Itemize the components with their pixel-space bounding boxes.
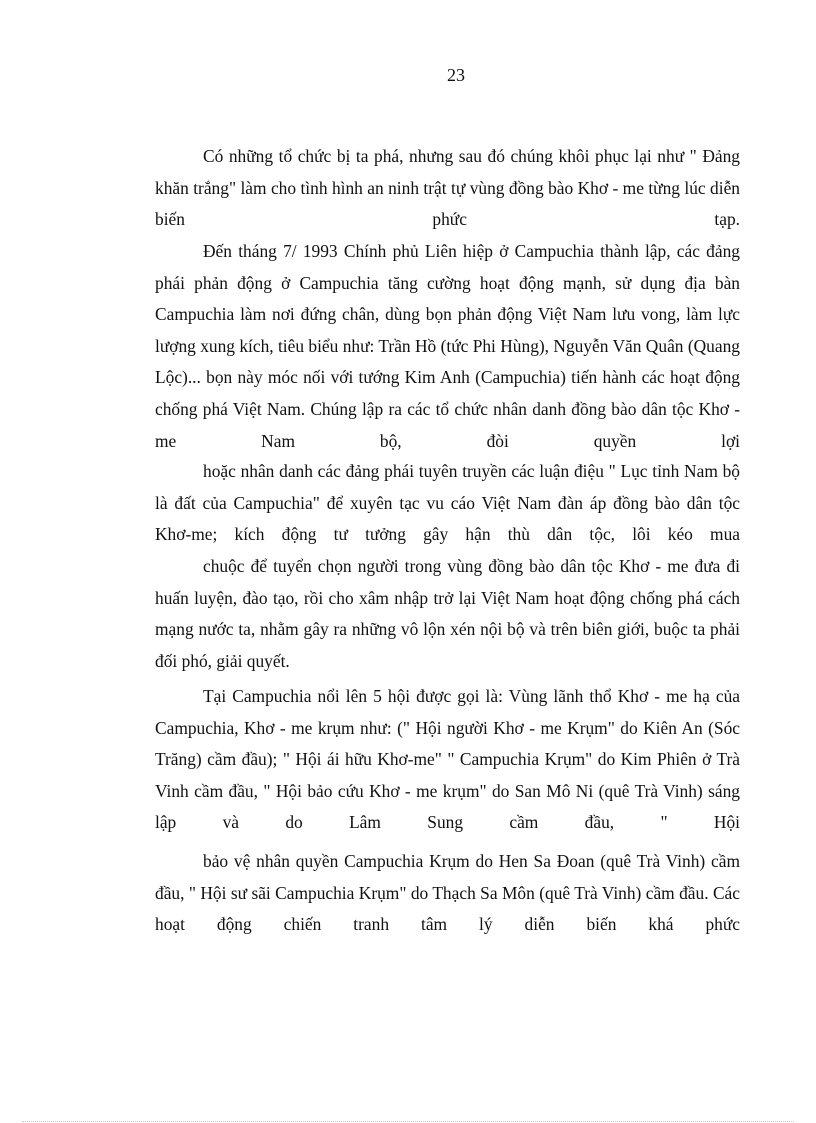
paragraph-4: chuộc để tuyển chọn người trong vùng đồng bào dân tộc Khơ - me đưa đi huấn luyện, đào tạo, rồi cho xâm nhập trở lại Việt Nam hoạt động chống phá cách mạng nước ta, nhằm gây ra những vô lộn xén nội bộ và trên biên giới, buộc ta phải đối phó, giải quyết. xyxy=(155,556,740,671)
paragraph-3: hoặc nhân danh các đảng phái tuyên truyền các luận điệu " Lục tỉnh Nam bộ là đất của Campuchia" để xuyên tạc vu cáo Việt Nam đàn áp đồng bào dân tộc Khơ-me; kích động tư tưởng gây hận thù dân tộc, lôi kéo mua xyxy=(155,461,740,545)
page-number: 23 xyxy=(447,65,465,85)
paragraph-1: Có những tổ chức bị ta phá, nhưng sau đó chúng khôi phục lại như " Đảng khăn trắng" làm cho tình hình an ninh trật tự vùng đồng bào Khơ - me từng lúc diễn biến phức tạp. xyxy=(155,146,740,230)
paragraph-2: Đến tháng 7/ 1993 Chính phủ Liên hiệp ở Campuchia thành lập, các đảng phái phản động ở Campuchia tăng cường hoạt động mạnh, sử dụng địa bàn Campuchia làm nơi đứng chân, dùng bọn phản động Việt Nam lưu vong, làm lực lượng xung kích, tiêu biểu như: Trần Hồ (tức Phi Hùng), Nguyễn Văn Quân (Quang Lộc)... bọn này móc nối với tướng Kim Anh (Campuchia) tiến hành các hoạt động chống phá Việt Nam. Chúng lập ra các tổ chức nhân danh đồng bào dân tộc Khơ - me Nam bộ, đòi quyền lợi xyxy=(155,241,740,451)
paragraph-5: Tại Campuchia nổi lên 5 hội được gọi là: Vùng lãnh thổ Khơ - me hạ của Campuchia, Khơ - me krụm như: (" Hội người Khơ - me Krụm" do Kiên An (Sóc Trăng) cầm đầu); " Hội ái hữu Khơ-me" " Campuchia Krụm" do Kim Phiên ở Trà Vinh cầm đầu, " Hội bảo cứu Khơ - me krụm" do San Mô Ni (quê Trà Vinh) sáng lập và do Lâm Sung cầm đầu, " Hội xyxy=(155,686,740,833)
paragraph-6: bảo vệ nhân quyền Campuchia Krụm do Hen Sa Đoan (quê Trà Vinh) cầm đầu, " Hội sư sãi Campuchia Krụm" do Thạch Sa Môn (quê Trà Vinh) cầm đầu. Các hoạt động chiến tranh tâm lý diễn biến khá phức xyxy=(155,851,740,935)
page-bottom-divider xyxy=(22,1121,794,1122)
